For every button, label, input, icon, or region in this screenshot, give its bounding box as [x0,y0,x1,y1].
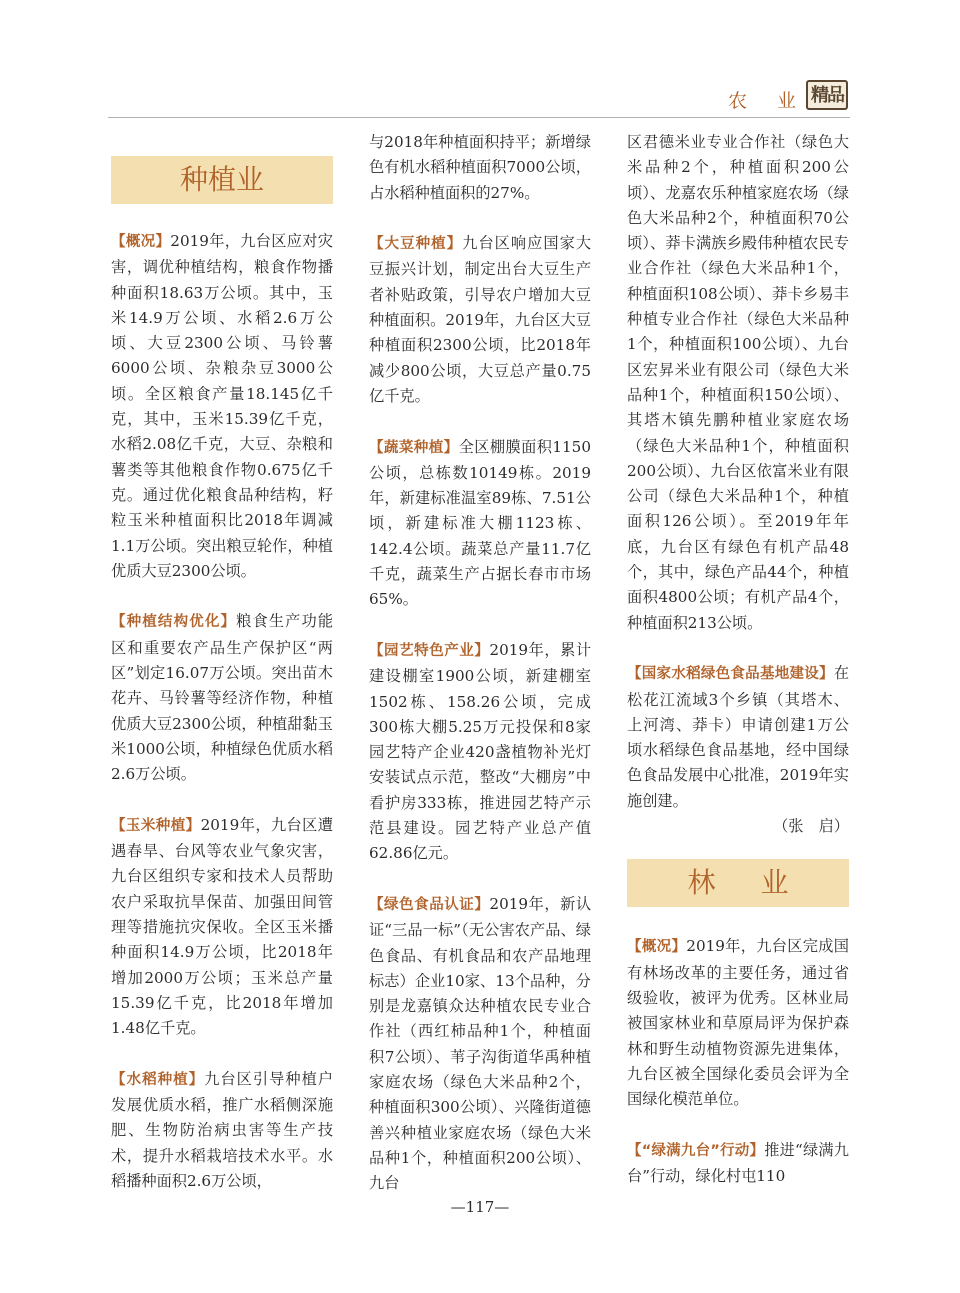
paragraph-text: 2019年，九台区完成国有林场改革的主要任务，通过省级验收，被评为优秀。区林业局被国家林业和草原局评为保护森林和野生动植物资源先进集体，九台区被全国绿化委员会评为全国绿化模范单位。 [627,937,849,1109]
paragraph-green-jiutai [627,1138,849,1190]
paragraph-rice-continued: 与2018年种植面积持平；新增绿色有机水稻种植面积7000公顷，占水稻种植面积的27%。 [369,133,591,202]
paragraph-horticulture [369,638,591,867]
paragraph-label: 【园艺特色产业】 [369,642,490,659]
paragraph-text: 2019年，累计建设棚室1900公顷，新建棚室1502栋、158.26公顷，完成300栋大棚5.25万元投保和8家园艺特产企业420盏植物补光灯安装试点示范，整改“大棚房”中看护房333栋，推进园艺特产示范县建设。园艺特产业总产值62.86亿元。 [369,640,592,863]
paragraph-text: 2019年，九台区遭遇春旱、台风等农业气象灾害，九台区组织专家和技术人员帮助农户采取抗旱保苗、加强田间管理等措施抗灾保收。全区玉米播种面积14.9万公顷，比2018年增加2000万公顷；玉米总产量15.39亿千克，比2018年增加1.48亿千克。 [111,815,333,1038]
page-number: —117— [450,1198,510,1216]
paragraph-text: 2019年，新认证“三品一标”（无公害农产品、绿色食品、有机食品和农产品地理标志）企业10家、13个品种，分别是龙嘉镇众达种植农民专业合作社（西红柿品种1个，种植面积7公顷）、苇子沟街道华禹种植家庭农场（绿色大米品种2个，种植面积300公顷）、兴隆街道德善兴种植业家庭农场（绿色大米品种1个，种植面积200公顷）、九台 [369,894,592,1193]
paragraph-corn [111,813,333,1042]
paragraph-text: 在松花江流域3个乡镇（其塔木、上河湾、莽卡）申请创建1万公顷水稻绿色食品基地，经中国绿色食品发展中心批准，2019年实施创建。 [627,664,849,810]
paragraph-rice [111,1067,333,1194]
paragraph-text: 2019年，九台区应对灾害，调优种植结构，粮食作物播种面积18.63万公顷。其中，玉米14.9万公顷、水稻2.6万公顷、大豆2300公顷、马铃薯6000公顷、杂粮杂豆3000公顷。全区粮食产量18.145亿千克，其中，玉米15.39亿千克，水稻2.08亿千克，大豆、杂粮和薯类等其他粮食作物0.675亿千克。通过优化粮食品种结构，籽粒玉米种植面积比2018年调减1.1万公顷。突出粮豆轮作，种植优质大豆2300公顷。 [111,232,333,580]
section-title-forestry: 林 业 [627,859,849,907]
section-header-char-1: 农 [728,90,748,112]
author-signature: （张 启） [773,817,849,836]
paragraph-label: 【概况】 [111,234,171,250]
paragraph-label: 【绿色食品认证】 [369,896,490,913]
paragraph-label: 【概况】 [627,939,687,956]
section-title-planting: 种植业 [111,156,333,204]
paragraph-label: 【玉米种植】 [111,817,201,834]
paragraph-green-food [369,892,591,1197]
paragraph-text: 粮食生产功能区和重要农产品生产保护区“两区”划定16.07万公顷。突出苗木花卉、马铃薯等经济作物，种植优质大豆2300公顷，种植甜黏玉米1000公顷，种植绿色优质水稻2.6万公顷。 [111,612,334,784]
paragraph-label: 【水稻种植】 [111,1071,205,1088]
paragraph-text: 九台区响应国家大豆振兴计划，制定出台大豆生产者补贴政策，引导农户增加大豆种植面积。2019年，九台区大豆种植面积2300公顷，比2018年减少800公顷，大豆总产量0.75亿千克。 [369,234,592,405]
header-divider [108,117,850,118]
paragraph-rice-base [627,661,849,814]
paragraph-text: 全区棚膜面积1150公顷，总栋数10149栋。2019年，新建标准温室89栋、7.51公顷，新建标准大棚1123栋、142.4公顷。蔬菜总产量11.7亿千克，蔬菜生产占据长春市市场65%。 [369,437,591,609]
paragraph-label: 【“绿满九台”行动】 [627,1142,765,1159]
section-header-char-2: 业 [776,90,796,112]
paragraph-green-food-continued: 区君德米业专业合作社（绿色大米品种2个，种植面积200公顷）、龙嘉农乐种植家庭农场（绿色大米品种2个，种植面积70公顷）、莽卡满族乡殿伟种植农民专业合作社（绿色大米品种1个，种植面积108公顷）、莽卡乡易丰种植专业合作社（绿色大米品种1个，种植面积100公顷）、九台区宏昇米业有限公司（绿色大米品种1个，种植面积150公顷）、其塔木镇先鹏种植业家庭农场（绿色大米品种1个，种植面积200公顷）、九台区依富米业有限公司（绿色大米品种1个，种植面积126公顷）。至2019年年底，九台区有绿色有机产品48个，其中，绿色产品44个，种植面积4800公顷；有机产品4个，种植面积213公顷。 [627,133,849,632]
paragraph-label: 【蔬菜种植】 [369,439,459,456]
paragraph-vegetable [369,435,591,613]
column-3 [627,130,849,1189]
paragraph-text: 九台区引导种植户发展优质水稻，推广水稻侧深施肥、生物防治病虫害等生产技术，提升水稻栽培技术水平。水稻播种面积2.6万公顷， [111,1069,334,1190]
paragraph-text: 推进“绿满九台”行动，绿化村屯110 [627,1140,849,1185]
column-1 [111,229,333,1194]
paragraph-overview [111,229,333,584]
column-2 [369,130,591,1196]
paragraph-label: 【国家水稻绿色食品基地建设】 [627,666,834,683]
paragraph-structure [111,609,333,787]
paragraph-label: 【大豆种植】 [369,236,463,253]
jingpin-logo: 精品 [806,80,848,110]
paragraph-forestry-overview [627,934,849,1112]
section-header [728,86,796,113]
paragraph-soybean [369,231,591,409]
paragraph-label: 【种植结构优化】 [111,614,237,631]
